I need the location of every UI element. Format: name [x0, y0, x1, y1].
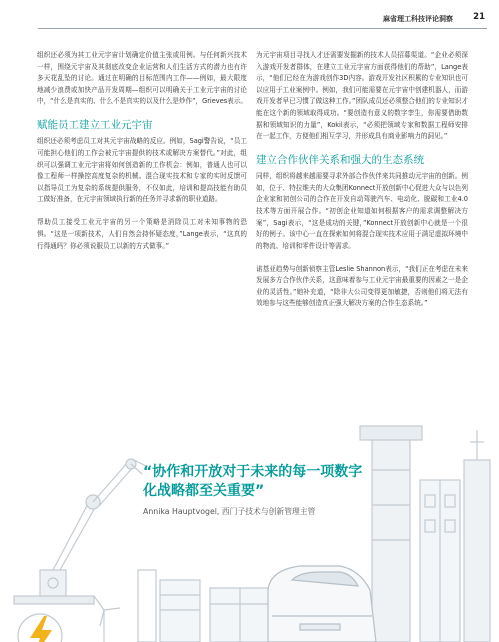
body-paragraph: 为元宇宙项目寻找人才还需要发掘新的技术人员招募渠道。“企业必须深入游戏开发者群体，在建立工业元宇宙方面获得他们的帮助”，Lange表示，“他们已经在为游戏创作3D内容。游戏开发社区积累的专业知识也可以应用于工业案例中。例如，我们可能需要在元宇宙中创建机器人，而游戏开发者早已习惯了做这种工作。”团队成员还必须整合他们的专业知识才能在这个新的领域取得成功。“要创造有意义的数字孪生，你需要借助数据和领域知识的力量”，Kokil表示，“必须把领域专家和数据工程师安排在一起工作，方便他们相互学习，并形成具有商业影响力的洞见。”: [256, 51, 468, 141]
body-paragraph: 组织还必须为其工业元宇宙计划确定价值主张或用例。与任何新兴技术一样，围绕元宇宙及其彻底改变企业运营和人们生活方式的潜力也有许多天花乱坠的讨论。通过在明确的目标范围内工作——例如，最大限度地减少浪费或加快产品开发周期—组织可以明确关于工业元宇宙的讨论中，“什么是真实的、什么不是真实的以及什么是炒作”，Grieves表示。: [37, 51, 247, 106]
page-number: 21: [473, 12, 485, 22]
section-heading: 建立合作伙伴关系和强大的生态系统: [256, 154, 424, 167]
left-column: [37, 50, 247, 263]
section-heading: 赋能员工建立工业元宇宙: [37, 119, 153, 132]
pull-quote-attribution: Annika Hauptvogel, 西门子技术与创新管理主管: [143, 507, 316, 516]
publication-title: 麻省理工科技评论洞察: [383, 15, 453, 23]
body-paragraph: 帮助员工接受工业元宇宙的另一个策略是消除员工对未知事物的恐惧。“这是一项新技术，人们自然会持怀疑态度，”Lange表示，“这真的行得通吗？你必须说服员工以新的方式做事。”: [37, 218, 247, 250]
body-paragraph: 诺基亚趋势与创新侦察主管Leslie Shannon表示，“我们正在考虑在未来发展多方合作伙伴关系，这意味着参与工业元宇宙最重要的因素之一是企业的灵活性。”她补充道，“除非大公司变得更加敏捷，否则他们将无法有效地参与这些能够创造真正强大解决方案的合作生态系统。”: [256, 264, 468, 308]
right-column: [256, 50, 468, 321]
body-paragraph: 同样，组织将越来越需要寻求外部合作伙伴来共同推动元宇宙的创新。例如，位于、特拉维夫的大众集团Konnect开放创新中心促进大众与以色列企业家和初创公司的合作在开发自动驾驶汽车、电动化、脱碳和工业4.0技术等方面开展合作。“初创企业知道如何根据客户的需求调整解决方案”，Sagi表示，“这是成功的关键，”Konnect开放创新中心就是一个很好的例子。该中心一直在探索如何将混合现实技术应用于满足虚拟环境中的物流、培训和零件设计等需求。: [256, 172, 468, 250]
lightning-bolt-icon: [18, 614, 62, 642]
header-rule: [38, 28, 487, 29]
page-header: [0, 10, 499, 30]
pull-quote-text: “协作和开放对于未来的每一项数字化战略都至关重要”: [143, 464, 363, 499]
body-paragraph: 组织还必须考虑员工对其元宇宙战略的反应。例如，Sagi警告说，“员工可能担心他们的工作会被元宇宙提供的技术或解决方案替代。”对此，组织可以强调工业元宇宙将如何创造新的工作机会：例如，普通人也可以像工程师一样操控高度复杂的机械。混合现实技术和专家的实时反馈可以指导员工为复杂的系统提供服务，不仅如此，培训和提高技能有助员工做好准备，在元宇宙领域执行新的任务并寻求新的职业道路。: [37, 137, 247, 204]
pull-quote: [143, 463, 373, 519]
industrial-illustration: [0, 420, 499, 642]
